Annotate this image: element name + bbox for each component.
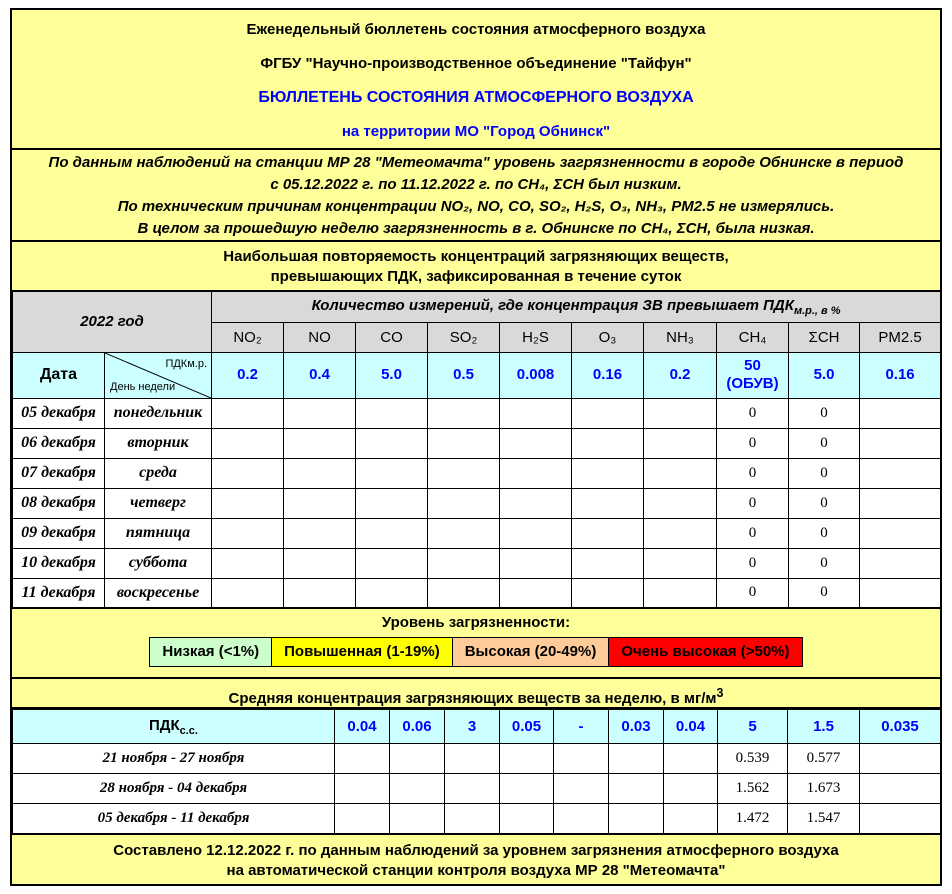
- pdk-mr-value: 0.4: [284, 352, 356, 398]
- average-cell: [860, 774, 941, 804]
- measurement-cell: [212, 458, 284, 488]
- pollutant-header-no2: NO₂: [212, 322, 284, 352]
- sch-value-cell: 0: [789, 578, 860, 608]
- measurement-cell: [860, 578, 941, 608]
- measurement-cell: [644, 548, 717, 578]
- legend-item-high: Высокая (20-49%): [452, 637, 610, 667]
- pdk-ss-value: 0.04: [335, 710, 390, 744]
- weekly-table-title-superscript: 3: [716, 686, 724, 700]
- measurement-cell: [428, 548, 500, 578]
- pdk-mr-value: 50 (ОБУВ): [717, 352, 789, 398]
- weekday-cell: воскресенье: [105, 578, 212, 608]
- measurement-cell: [500, 458, 572, 488]
- daily-row: [13, 578, 941, 608]
- pdk-ss-label-subscript: с.с.: [179, 724, 198, 737]
- average-cell: [554, 804, 609, 834]
- ch4-average-cell: 1.472: [718, 804, 788, 834]
- weekly-table-title-text: Средняя концентрация загрязняющих веществ за неделю, в мг/м: [228, 690, 717, 707]
- sch-value-cell: 0: [789, 548, 860, 578]
- observation-summary: [12, 150, 940, 242]
- measurement-cell: [356, 428, 428, 458]
- measurement-cell: [428, 398, 500, 428]
- measurement-cell: [212, 398, 284, 428]
- measurement-cell: [860, 518, 941, 548]
- average-cell: [335, 744, 390, 774]
- corner-cell: [105, 352, 212, 398]
- measurement-cell: [356, 458, 428, 488]
- pdk-mr-row: [13, 352, 941, 398]
- pdk-ss-value: 0.035: [860, 710, 941, 744]
- summary-line: По техническим причинам концентрации NO₂, NO, CO, SO₂, H₂S, O₃, NH₃, PM2.5 не измерялись.: [117, 198, 835, 215]
- legend-item-elevated: Повышенная (1-19%): [271, 637, 453, 667]
- pdk-mr-value: 0.16: [860, 352, 941, 398]
- sch-average-cell: 1.547: [788, 804, 860, 834]
- weekly-row: [13, 774, 941, 804]
- weekday-label: День недели: [110, 380, 176, 393]
- weekly-average-table: [12, 709, 941, 835]
- daily-row: [13, 428, 941, 458]
- pdk-ss-value: 1.5: [788, 710, 860, 744]
- average-cell: [500, 804, 554, 834]
- measurement-cell: [860, 398, 941, 428]
- summary-line: В целом за прошедшую неделю загрязненность в г. Обнинске по CH₄, ΣCH, была низкая.: [137, 220, 815, 237]
- pdk-mr-value: 0.008: [500, 352, 572, 398]
- average-cell: [860, 804, 941, 834]
- summary-line: с 05.12.2022 г. по 11.12.2022 г. по CH₄, ΣCH был низким.: [270, 176, 682, 193]
- ch4-value-cell: 0: [717, 458, 789, 488]
- period-cell: 05 декабря - 11 декабря: [13, 804, 335, 834]
- ch4-average-cell: 0.539: [718, 744, 788, 774]
- sch-value-cell: 0: [789, 458, 860, 488]
- sch-average-cell: 1.673: [788, 774, 860, 804]
- date-cell: 07 декабря: [13, 458, 105, 488]
- measurement-cell: [428, 458, 500, 488]
- measurement-cell: [644, 458, 717, 488]
- average-cell: [445, 804, 500, 834]
- average-cell: [860, 744, 941, 774]
- daily-table-title-line: Наибольшая повторяемость концентраций загрязняющих веществ,: [223, 248, 729, 265]
- measurement-cell: [284, 398, 356, 428]
- measurement-cell: [356, 578, 428, 608]
- measurement-cell: [572, 578, 644, 608]
- average-cell: [554, 774, 609, 804]
- date-cell: 10 декабря: [13, 548, 105, 578]
- measurement-cell: [428, 488, 500, 518]
- summary-line: По данным наблюдений на станции МР 28 "Метеомачта" уровень загрязненности в городе Обнинске в период: [48, 154, 904, 171]
- pollutant-header-so2: SO₂: [428, 322, 500, 352]
- pdk-ss-value: 5: [718, 710, 788, 744]
- measurement-cell: [500, 398, 572, 428]
- date-column-label: Дата: [13, 352, 105, 398]
- measurement-cell: [284, 548, 356, 578]
- bulletin-title: БЮЛЛЕТЕНЬ СОСТОЯНИЯ АТМОСФЕРНОГО ВОЗДУХА: [258, 89, 694, 106]
- measurement-cell: [284, 428, 356, 458]
- average-cell: [500, 774, 554, 804]
- daily-row: [13, 518, 941, 548]
- measurement-cell: [572, 428, 644, 458]
- measurement-cell: [500, 548, 572, 578]
- measurement-cell: [428, 578, 500, 608]
- daily-exceedance-table: [12, 290, 941, 609]
- pollution-level-legend: [12, 609, 940, 677]
- measurement-cell: [644, 488, 717, 518]
- ch4-value-cell: 0: [717, 578, 789, 608]
- measurement-cell: [212, 578, 284, 608]
- pdk-mr-value: 0.2: [212, 352, 284, 398]
- measurement-cell: [644, 428, 717, 458]
- measurements-title: [212, 291, 941, 322]
- pollutant-header-ch4: CH₄: [717, 322, 789, 352]
- measurement-cell: [356, 398, 428, 428]
- legend-row: [12, 637, 940, 667]
- weekday-cell: среда: [105, 458, 212, 488]
- weekday-cell: четверг: [105, 488, 212, 518]
- daily-table-title-line: превышающих ПДК, зафиксированная в течение суток: [270, 268, 682, 285]
- average-cell: [445, 744, 500, 774]
- measurement-cell: [860, 548, 941, 578]
- territory-title: на территории МО "Город Обнинск": [341, 123, 611, 140]
- average-cell: [390, 774, 445, 804]
- measurement-cell: [500, 518, 572, 548]
- pollutant-header-nh3: NH₃: [644, 322, 717, 352]
- average-cell: [664, 804, 718, 834]
- sch-value-cell: 0: [789, 398, 860, 428]
- measurement-cell: [644, 398, 717, 428]
- average-cell: [554, 744, 609, 774]
- measurement-cell: [212, 428, 284, 458]
- measurement-cell: [644, 578, 717, 608]
- weekday-cell: пятница: [105, 518, 212, 548]
- weekday-cell: суббота: [105, 548, 212, 578]
- measurement-cell: [860, 458, 941, 488]
- date-cell: 09 декабря: [13, 518, 105, 548]
- measurement-cell: [428, 428, 500, 458]
- pdk-mr-label: ПДКм.р.: [165, 357, 208, 370]
- measurement-cell: [572, 398, 644, 428]
- date-cell: 05 декабря: [13, 398, 105, 428]
- measurement-cell: [356, 548, 428, 578]
- daily-row: [13, 488, 941, 518]
- pollutant-header-no: NO: [284, 322, 356, 352]
- measurement-cell: [212, 548, 284, 578]
- measurements-title-subscript: м.р., в %: [793, 304, 841, 317]
- weekly-row: [13, 744, 941, 774]
- measurement-cell: [212, 488, 284, 518]
- pdk-ss-label-text: ПДК: [149, 716, 180, 734]
- date-cell: 08 декабря: [13, 488, 105, 518]
- average-cell: [390, 744, 445, 774]
- average-cell: [664, 744, 718, 774]
- measurement-cell: [212, 518, 284, 548]
- ch4-value-cell: 0: [717, 488, 789, 518]
- average-cell: [335, 774, 390, 804]
- daily-row: [13, 398, 941, 428]
- period-cell: 28 ноября - 04 декабря: [13, 774, 335, 804]
- measurement-cell: [284, 458, 356, 488]
- legend-title: Уровень загрязненности:: [381, 614, 571, 631]
- measurement-cell: [284, 488, 356, 518]
- sch-value-cell: 0: [789, 428, 860, 458]
- footer-line: Составлено 12.12.2022 г. по данным наблюдений за уровнем загрязнения атмосферного воздуха: [113, 841, 839, 859]
- average-cell: [445, 774, 500, 804]
- daily-row: [13, 548, 941, 578]
- measurement-cell: [356, 518, 428, 548]
- pollutant-header-sch: ΣCH: [789, 322, 860, 352]
- organization-name: ФГБУ "Научно-производственное объединение "Тайфун": [260, 55, 692, 72]
- measurement-cell: [572, 458, 644, 488]
- daily-row: [13, 458, 941, 488]
- measurement-cell: [284, 518, 356, 548]
- top-header: [12, 10, 940, 150]
- ch4-value-cell: 0: [717, 398, 789, 428]
- average-cell: [390, 804, 445, 834]
- sch-value-cell: 0: [789, 488, 860, 518]
- pdk-ss-value: 0.04: [664, 710, 718, 744]
- footer-line: на автоматической станции контроля воздуха МР 28 "Метеомачта": [226, 861, 726, 879]
- legend-item-low: Низкая (<1%): [149, 637, 272, 667]
- date-cell: 06 декабря: [13, 428, 105, 458]
- pollutant-header-pm25: PM2.5: [860, 322, 941, 352]
- average-cell: [609, 804, 664, 834]
- weekday-cell: вторник: [105, 428, 212, 458]
- measurements-title-text: Количество измерений, где концентрация ЗВ превышает ПДК: [311, 296, 794, 314]
- measurement-cell: [428, 518, 500, 548]
- pdk-mr-value: 5.0: [789, 352, 860, 398]
- average-cell: [609, 774, 664, 804]
- weekly-row: [13, 804, 941, 834]
- period-cell: 21 ноября - 27 ноября: [13, 744, 335, 774]
- pdk-ss-value: 0.06: [390, 710, 445, 744]
- measurement-cell: [500, 428, 572, 458]
- footer-note: [12, 835, 940, 881]
- pdk-ss-row: [13, 710, 941, 744]
- pdk-ss-value: 0.05: [500, 710, 554, 744]
- ch4-value-cell: 0: [717, 548, 789, 578]
- measurement-cell: [500, 578, 572, 608]
- pdk-ss-value: 3: [445, 710, 500, 744]
- weekday-cell: понедельник: [105, 398, 212, 428]
- pollutant-header-o3: O₃: [572, 322, 644, 352]
- measurement-cell: [356, 488, 428, 518]
- weekly-table-title: [12, 677, 940, 709]
- pdk-mr-value: 0.16: [572, 352, 644, 398]
- pdk-mr-value: 0.2: [644, 352, 717, 398]
- ch4-value-cell: 0: [717, 428, 789, 458]
- pdk-mr-value: 5.0: [356, 352, 428, 398]
- date-cell: 11 декабря: [13, 578, 105, 608]
- pdk-ss-value: 0.03: [609, 710, 664, 744]
- pollutant-header-co: CO: [356, 322, 428, 352]
- year-label: 2022 год: [13, 291, 212, 352]
- measurement-cell: [572, 488, 644, 518]
- average-cell: [335, 804, 390, 834]
- average-cell: [664, 774, 718, 804]
- measurement-cell: [860, 488, 941, 518]
- bulletin-page: [10, 8, 942, 886]
- measurement-cell: [500, 488, 572, 518]
- measurement-cell: [572, 518, 644, 548]
- pdk-ss-label: [13, 710, 335, 744]
- sch-value-cell: 0: [789, 518, 860, 548]
- average-cell: [609, 744, 664, 774]
- pdk-mr-value: 0.5: [428, 352, 500, 398]
- measurement-cell: [644, 518, 717, 548]
- ch4-value-cell: 0: [717, 518, 789, 548]
- daily-table-title: [12, 242, 940, 290]
- average-cell: [500, 744, 554, 774]
- legend-item-very-high: Очень высокая (>50%): [608, 637, 802, 667]
- pdk-ss-value: -: [554, 710, 609, 744]
- measurement-cell: [860, 428, 941, 458]
- measurement-cell: [572, 548, 644, 578]
- measurement-cell: [284, 578, 356, 608]
- bulletin-subtitle: Еженедельный бюллетень состояния атмосферного воздуха: [246, 21, 706, 38]
- sch-average-cell: 0.577: [788, 744, 860, 774]
- pollutant-header-h2s: H₂S: [500, 322, 572, 352]
- ch4-average-cell: 1.562: [718, 774, 788, 804]
